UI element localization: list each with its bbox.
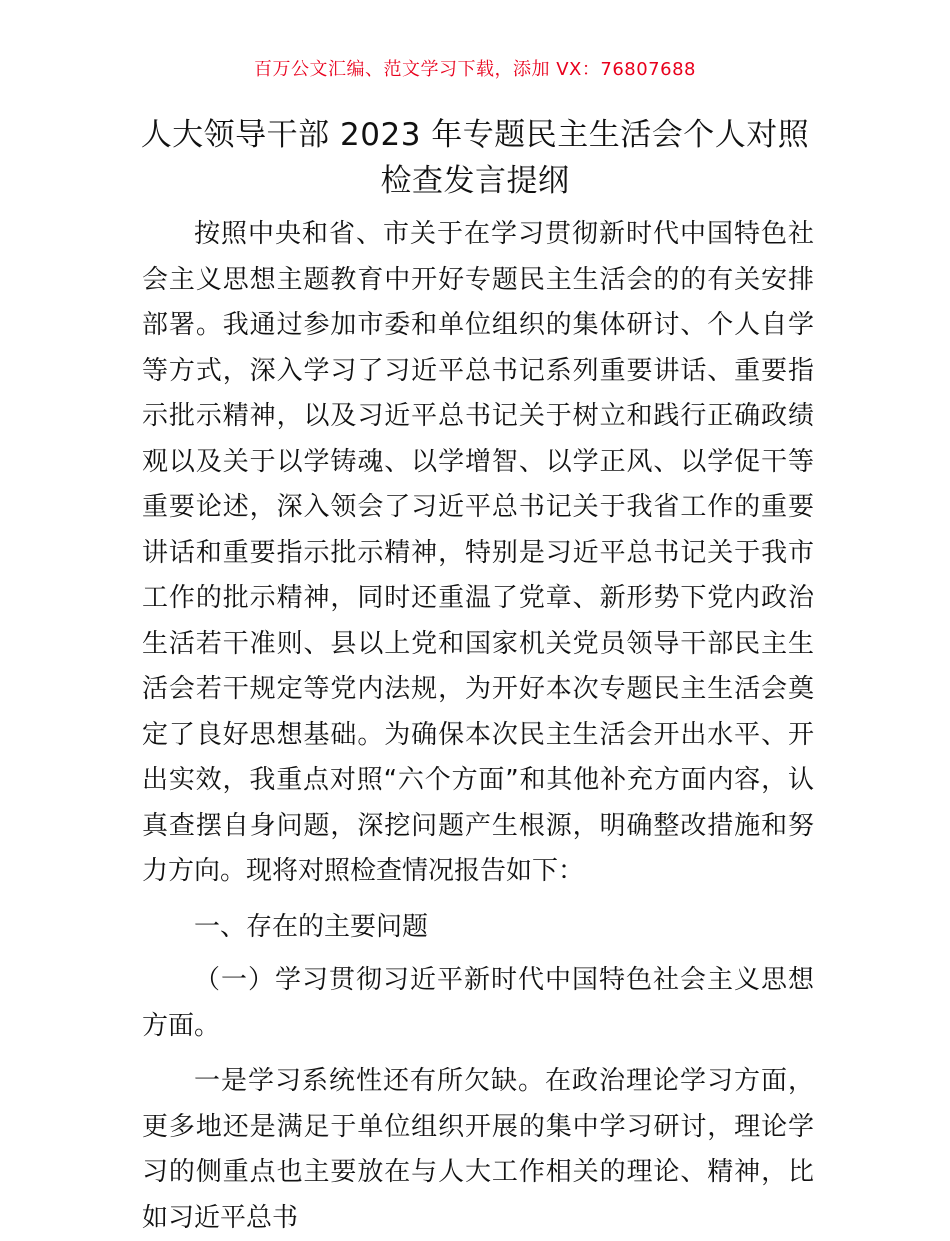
point-paragraph: 一是学习系统性还有所欠缺。在政治理论学习方面，更多地还是满足于单位组织开展的集中学习研讨，理论学习的侧重点也主要放在与人大工作相关的理论、精神，比如习近平总书 — [142, 1066, 814, 1233]
section-heading: 一、存在的主要问题 — [194, 911, 429, 942]
document-title — [120, 112, 830, 204]
intro-paragraph: 按照中央和省、市关于在学习贯彻新时代中国特色社会主义思想主题教育中开好专题民主生活会的的有关安排部署。我通过参加市委和单位组织的集体研讨、个人自学等方式，深入学习了习近平总书记系列重要讲话、重要指示批示精神，以及习近平总书记关于树立和践行正确政绩观以及关于以学铸魂、以学增智、以学正风、以学促干等重要论述，深入领会了习近平总书记关于我省工作的重要讲话和重要指示批示精神，特别是习近平总书记关于我市工作的批示精神，同时还重温了党章、新形势下党内政治生活若干准则、县以上党和国家机关党员领导干部民主生活会若干规定等党内法规，为开好本次专题民主生活会奠定了良好思想基础。为确保本次民主生活会开出水平、开出实效，我重点对照“六个方面”和其他补充方面内容，认真查摆自身问题，深挖问题产生根源，明确整改措施和努力方向。现将对照检查情况报告如下： — [142, 219, 814, 886]
subsection-heading: （一）学习贯彻习近平新时代中国特色社会主义思想方面。 — [142, 965, 814, 1041]
title-line-1: 人大领导干部 2023 年专题民主生活会个人对照 — [140, 117, 810, 153]
title-line-2: 检查发言提纲 — [380, 163, 570, 199]
watermark-banner: 百万公文汇编、范文学习下载，添加 VX：76807688 — [254, 59, 696, 80]
document-body — [142, 212, 814, 1241]
